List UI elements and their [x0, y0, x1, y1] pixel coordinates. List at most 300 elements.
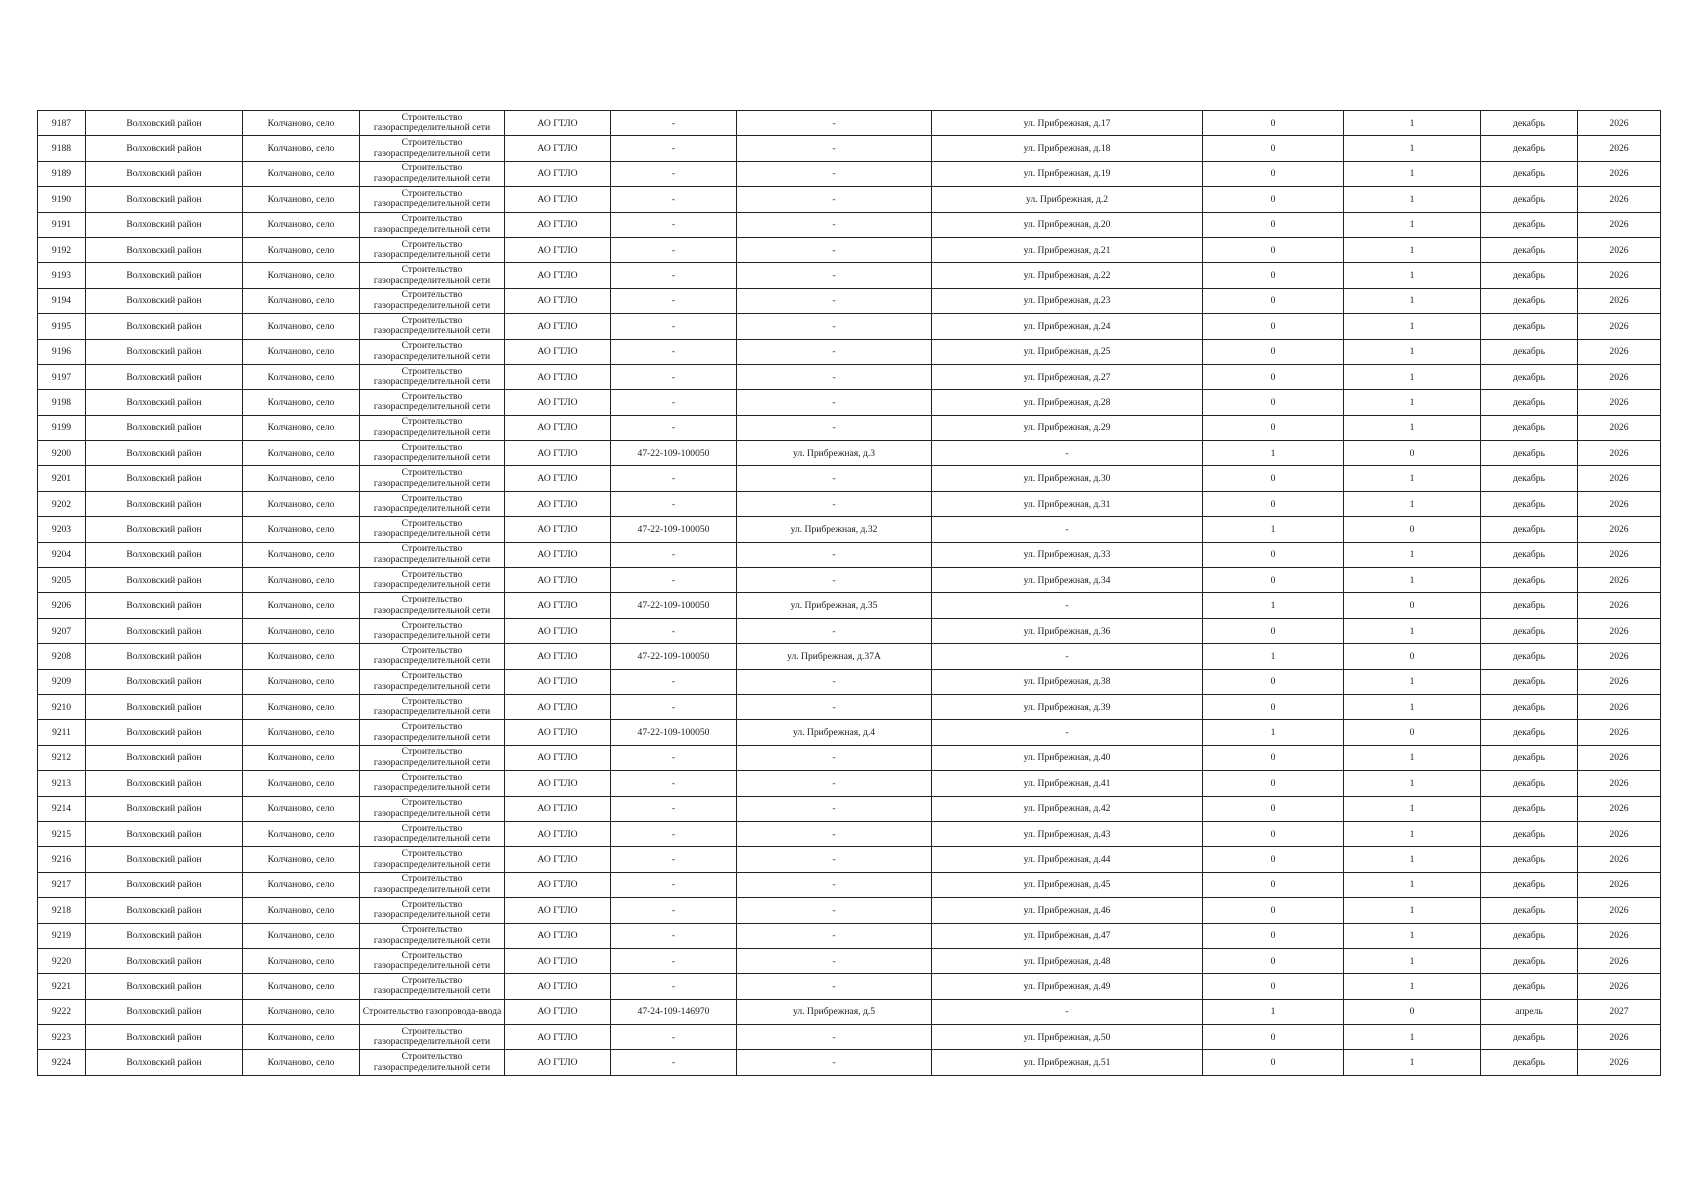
cadastral-number-cell: -: [611, 390, 737, 415]
table-row: [38, 111, 1661, 136]
network-address-cell: ул. Прибрежная, д.47: [932, 923, 1203, 948]
row-number-cell: 9204: [38, 542, 86, 567]
count-a-cell: 0: [1203, 821, 1344, 846]
organization-cell: АО ГТЛО: [505, 441, 611, 466]
district-cell: Волховский район: [86, 288, 243, 313]
organization-cell: АО ГТЛО: [505, 187, 611, 212]
network-address-cell: ул. Прибрежная, д.17: [932, 111, 1203, 136]
work-type-cell: Строительство газораспределительной сети: [360, 390, 505, 415]
table-row: [38, 898, 1661, 923]
work-type-cell: Строительство газораспределительной сети: [360, 593, 505, 618]
object-address-cell: ул. Прибрежная, д.3: [737, 441, 932, 466]
district-cell: Волховский район: [86, 974, 243, 999]
work-type-cell: Строительство газораспределительной сети: [360, 745, 505, 770]
count-b-cell: 1: [1344, 568, 1481, 593]
count-a-cell: 1: [1203, 720, 1344, 745]
year-cell: 2026: [1578, 212, 1661, 237]
settlement-cell: Колчаново, село: [243, 593, 360, 618]
network-address-cell: ул. Прибрежная, д.34: [932, 568, 1203, 593]
network-address-cell: ул. Прибрежная, д.41: [932, 771, 1203, 796]
organization-cell: АО ГТЛО: [505, 974, 611, 999]
district-cell: Волховский район: [86, 517, 243, 542]
work-type-cell: Строительство газораспределительной сети: [360, 491, 505, 516]
district-cell: Волховский район: [86, 187, 243, 212]
network-address-cell: -: [932, 999, 1203, 1024]
month-cell: декабрь: [1481, 644, 1578, 669]
month-cell: декабрь: [1481, 111, 1578, 136]
network-address-cell: ул. Прибрежная, д.29: [932, 415, 1203, 440]
year-cell: 2026: [1578, 237, 1661, 262]
organization-cell: АО ГТЛО: [505, 1050, 611, 1075]
network-address-cell: ул. Прибрежная, д.19: [932, 161, 1203, 186]
object-address-cell: -: [737, 618, 932, 643]
table-body: [38, 111, 1661, 1076]
count-b-cell: 1: [1344, 339, 1481, 364]
settlement-cell: Колчаново, село: [243, 644, 360, 669]
month-cell: декабрь: [1481, 898, 1578, 923]
cadastral-number-cell: -: [611, 847, 737, 872]
object-address-cell: -: [737, 847, 932, 872]
count-a-cell: 0: [1203, 288, 1344, 313]
count-a-cell: 0: [1203, 948, 1344, 973]
count-a-cell: 0: [1203, 111, 1344, 136]
row-number-cell: 9194: [38, 288, 86, 313]
year-cell: 2026: [1578, 745, 1661, 770]
cadastral-number-cell: -: [611, 694, 737, 719]
count-b-cell: 1: [1344, 390, 1481, 415]
network-address-cell: ул. Прибрежная, д.44: [932, 847, 1203, 872]
table-row: [38, 212, 1661, 237]
month-cell: декабрь: [1481, 263, 1578, 288]
year-cell: 2026: [1578, 466, 1661, 491]
count-a-cell: 0: [1203, 568, 1344, 593]
organization-cell: АО ГТЛО: [505, 237, 611, 262]
row-number-cell: 9215: [38, 821, 86, 846]
organization-cell: АО ГТЛО: [505, 288, 611, 313]
network-address-cell: ул. Прибрежная, д.24: [932, 314, 1203, 339]
count-b-cell: 1: [1344, 821, 1481, 846]
year-cell: 2026: [1578, 644, 1661, 669]
settlement-cell: Колчаново, село: [243, 618, 360, 643]
count-a-cell: 0: [1203, 1025, 1344, 1050]
network-address-cell: -: [932, 720, 1203, 745]
count-a-cell: 0: [1203, 466, 1344, 491]
object-address-cell: -: [737, 796, 932, 821]
district-cell: Волховский район: [86, 847, 243, 872]
cadastral-number-cell: -: [611, 288, 737, 313]
network-address-cell: ул. Прибрежная, д.46: [932, 898, 1203, 923]
month-cell: декабрь: [1481, 542, 1578, 567]
count-b-cell: 1: [1344, 771, 1481, 796]
object-address-cell: -: [737, 923, 932, 948]
count-b-cell: 1: [1344, 796, 1481, 821]
cadastral-number-cell: -: [611, 263, 737, 288]
district-cell: Волховский район: [86, 542, 243, 567]
count-a-cell: 0: [1203, 212, 1344, 237]
row-number-cell: 9193: [38, 263, 86, 288]
organization-cell: АО ГТЛО: [505, 466, 611, 491]
month-cell: декабрь: [1481, 136, 1578, 161]
table-row: [38, 441, 1661, 466]
year-cell: 2026: [1578, 542, 1661, 567]
settlement-cell: Колчаново, село: [243, 771, 360, 796]
cadastral-number-cell: -: [611, 364, 737, 389]
settlement-cell: Колчаново, село: [243, 237, 360, 262]
network-address-cell: ул. Прибрежная, д.31: [932, 491, 1203, 516]
work-type-cell: Строительство газораспределительной сети: [360, 1025, 505, 1050]
object-address-cell: -: [737, 415, 932, 440]
settlement-cell: Колчаново, село: [243, 948, 360, 973]
object-address-cell: ул. Прибрежная, д.37А: [737, 644, 932, 669]
count-a-cell: 0: [1203, 618, 1344, 643]
work-type-cell: Строительство газораспределительной сети: [360, 1050, 505, 1075]
district-cell: Волховский район: [86, 618, 243, 643]
table-row: [38, 263, 1661, 288]
district-cell: Волховский район: [86, 441, 243, 466]
count-a-cell: 1: [1203, 441, 1344, 466]
month-cell: декабрь: [1481, 796, 1578, 821]
count-a-cell: 0: [1203, 314, 1344, 339]
table-row: [38, 872, 1661, 897]
month-cell: декабрь: [1481, 847, 1578, 872]
cadastral-number-cell: -: [611, 669, 737, 694]
cadastral-number-cell: 47-22-109-100050: [611, 720, 737, 745]
organization-cell: АО ГТЛО: [505, 745, 611, 770]
network-address-cell: ул. Прибрежная, д.22: [932, 263, 1203, 288]
count-b-cell: 1: [1344, 415, 1481, 440]
count-a-cell: 1: [1203, 999, 1344, 1024]
cadastral-number-cell: 47-22-109-100050: [611, 644, 737, 669]
month-cell: декабрь: [1481, 339, 1578, 364]
count-b-cell: 1: [1344, 898, 1481, 923]
work-type-cell: Строительство газораспределительной сети: [360, 821, 505, 846]
district-cell: Волховский район: [86, 314, 243, 339]
district-cell: Волховский район: [86, 1050, 243, 1075]
year-cell: 2026: [1578, 694, 1661, 719]
object-address-cell: -: [737, 694, 932, 719]
count-b-cell: 0: [1344, 441, 1481, 466]
count-a-cell: 0: [1203, 694, 1344, 719]
count-a-cell: 0: [1203, 796, 1344, 821]
count-a-cell: 0: [1203, 161, 1344, 186]
object-address-cell: -: [737, 212, 932, 237]
year-cell: 2026: [1578, 441, 1661, 466]
settlement-cell: Колчаново, село: [243, 263, 360, 288]
cadastral-number-cell: -: [611, 771, 737, 796]
row-number-cell: 9220: [38, 948, 86, 973]
month-cell: декабрь: [1481, 364, 1578, 389]
work-type-cell: Строительство газораспределительной сети: [360, 694, 505, 719]
cadastral-number-cell: -: [611, 314, 737, 339]
object-address-cell: -: [737, 745, 932, 770]
year-cell: 2026: [1578, 187, 1661, 212]
work-type-cell: Строительство газораспределительной сети: [360, 847, 505, 872]
year-cell: 2026: [1578, 771, 1661, 796]
count-b-cell: 0: [1344, 644, 1481, 669]
district-cell: Волховский район: [86, 568, 243, 593]
network-address-cell: ул. Прибрежная, д.23: [932, 288, 1203, 313]
row-number-cell: 9199: [38, 415, 86, 440]
object-address-cell: -: [737, 821, 932, 846]
row-number-cell: 9223: [38, 1025, 86, 1050]
object-address-cell: -: [737, 288, 932, 313]
network-address-cell: ул. Прибрежная, д.30: [932, 466, 1203, 491]
row-number-cell: 9188: [38, 136, 86, 161]
table-row: [38, 568, 1661, 593]
count-b-cell: 1: [1344, 491, 1481, 516]
work-type-cell: Строительство газораспределительной сети: [360, 187, 505, 212]
network-address-cell: ул. Прибрежная, д.49: [932, 974, 1203, 999]
work-type-cell: Строительство газораспределительной сети: [360, 644, 505, 669]
count-a-cell: 0: [1203, 1050, 1344, 1075]
organization-cell: АО ГТЛО: [505, 517, 611, 542]
network-address-cell: -: [932, 517, 1203, 542]
count-a-cell: 0: [1203, 415, 1344, 440]
month-cell: декабрь: [1481, 618, 1578, 643]
organization-cell: АО ГТЛО: [505, 720, 611, 745]
count-a-cell: 1: [1203, 644, 1344, 669]
network-address-cell: ул. Прибрежная, д.40: [932, 745, 1203, 770]
organization-cell: АО ГТЛО: [505, 212, 611, 237]
settlement-cell: Колчаново, село: [243, 694, 360, 719]
year-cell: 2026: [1578, 568, 1661, 593]
network-address-cell: -: [932, 593, 1203, 618]
month-cell: декабрь: [1481, 923, 1578, 948]
district-cell: Волховский район: [86, 923, 243, 948]
count-a-cell: 0: [1203, 390, 1344, 415]
object-address-cell: -: [737, 568, 932, 593]
row-number-cell: 9202: [38, 491, 86, 516]
object-address-cell: -: [737, 263, 932, 288]
object-address-cell: -: [737, 974, 932, 999]
network-address-cell: ул. Прибрежная, д.28: [932, 390, 1203, 415]
month-cell: декабрь: [1481, 974, 1578, 999]
network-address-cell: ул. Прибрежная, д.27: [932, 364, 1203, 389]
work-type-cell: Строительство газораспределительной сети: [360, 339, 505, 364]
organization-cell: АО ГТЛО: [505, 593, 611, 618]
settlement-cell: Колчаново, село: [243, 745, 360, 770]
row-number-cell: 9206: [38, 593, 86, 618]
cadastral-number-cell: -: [611, 821, 737, 846]
organization-cell: АО ГТЛО: [505, 771, 611, 796]
object-address-cell: -: [737, 669, 932, 694]
organization-cell: АО ГТЛО: [505, 872, 611, 897]
district-cell: Волховский район: [86, 161, 243, 186]
table-row: [38, 161, 1661, 186]
cadastral-number-cell: 47-22-109-100050: [611, 593, 737, 618]
count-b-cell: 1: [1344, 542, 1481, 567]
table-row: [38, 948, 1661, 973]
row-number-cell: 9205: [38, 568, 86, 593]
row-number-cell: 9212: [38, 745, 86, 770]
work-type-cell: Строительство газораспределительной сети: [360, 364, 505, 389]
settlement-cell: Колчаново, село: [243, 314, 360, 339]
work-type-cell: Строительство газораспределительной сети: [360, 441, 505, 466]
row-number-cell: 9210: [38, 694, 86, 719]
work-type-cell: Строительство газораспределительной сети: [360, 796, 505, 821]
year-cell: 2026: [1578, 111, 1661, 136]
year-cell: 2026: [1578, 898, 1661, 923]
year-cell: 2026: [1578, 821, 1661, 846]
table-row: [38, 644, 1661, 669]
table-row: [38, 847, 1661, 872]
district-cell: Волховский район: [86, 669, 243, 694]
cadastral-number-cell: -: [611, 212, 737, 237]
row-number-cell: 9214: [38, 796, 86, 821]
count-b-cell: 1: [1344, 364, 1481, 389]
table-row: [38, 136, 1661, 161]
settlement-cell: Колчаново, село: [243, 872, 360, 897]
year-cell: 2026: [1578, 923, 1661, 948]
settlement-cell: Колчаново, село: [243, 517, 360, 542]
district-cell: Волховский район: [86, 872, 243, 897]
settlement-cell: Колчаново, село: [243, 491, 360, 516]
object-address-cell: -: [737, 1025, 932, 1050]
work-type-cell: Строительство газопровода-ввода: [360, 999, 505, 1024]
settlement-cell: Колчаново, село: [243, 136, 360, 161]
count-b-cell: 1: [1344, 187, 1481, 212]
organization-cell: АО ГТЛО: [505, 111, 611, 136]
cadastral-number-cell: -: [611, 923, 737, 948]
year-cell: 2026: [1578, 618, 1661, 643]
district-cell: Волховский район: [86, 1025, 243, 1050]
year-cell: 2026: [1578, 974, 1661, 999]
year-cell: 2026: [1578, 339, 1661, 364]
year-cell: 2026: [1578, 593, 1661, 618]
cadastral-number-cell: -: [611, 111, 737, 136]
year-cell: 2027: [1578, 999, 1661, 1024]
work-type-cell: Строительство газораспределительной сети: [360, 872, 505, 897]
month-cell: декабрь: [1481, 415, 1578, 440]
row-number-cell: 9219: [38, 923, 86, 948]
year-cell: 2026: [1578, 314, 1661, 339]
document-page: [37, 110, 1660, 1076]
row-number-cell: 9222: [38, 999, 86, 1024]
count-b-cell: 1: [1344, 288, 1481, 313]
count-b-cell: 1: [1344, 212, 1481, 237]
network-address-cell: ул. Прибрежная, д.45: [932, 872, 1203, 897]
work-type-cell: Строительство газораспределительной сети: [360, 263, 505, 288]
work-type-cell: Строительство газораспределительной сети: [360, 720, 505, 745]
table-row: [38, 314, 1661, 339]
work-type-cell: Строительство газораспределительной сети: [360, 618, 505, 643]
cadastral-number-cell: -: [611, 948, 737, 973]
year-cell: 2026: [1578, 872, 1661, 897]
table-row: [38, 1050, 1661, 1075]
table-row: [38, 491, 1661, 516]
network-address-cell: ул. Прибрежная, д.50: [932, 1025, 1203, 1050]
object-address-cell: -: [737, 898, 932, 923]
settlement-cell: Колчаново, село: [243, 339, 360, 364]
year-cell: 2026: [1578, 1025, 1661, 1050]
work-type-cell: Строительство газораспределительной сети: [360, 898, 505, 923]
month-cell: декабрь: [1481, 771, 1578, 796]
count-b-cell: 1: [1344, 948, 1481, 973]
count-a-cell: 0: [1203, 339, 1344, 364]
network-address-cell: ул. Прибрежная, д.43: [932, 821, 1203, 846]
network-address-cell: ул. Прибрежная, д.38: [932, 669, 1203, 694]
district-cell: Волховский район: [86, 390, 243, 415]
month-cell: декабрь: [1481, 872, 1578, 897]
network-address-cell: ул. Прибрежная, д.20: [932, 212, 1203, 237]
organization-cell: АО ГТЛО: [505, 796, 611, 821]
settlement-cell: Колчаново, село: [243, 974, 360, 999]
object-address-cell: -: [737, 1050, 932, 1075]
cadastral-number-cell: -: [611, 618, 737, 643]
object-address-cell: -: [737, 314, 932, 339]
count-b-cell: 1: [1344, 974, 1481, 999]
year-cell: 2026: [1578, 136, 1661, 161]
row-number-cell: 9221: [38, 974, 86, 999]
settlement-cell: Колчаново, село: [243, 212, 360, 237]
work-type-cell: Строительство газораспределительной сети: [360, 542, 505, 567]
count-b-cell: 1: [1344, 136, 1481, 161]
gasification-table: [37, 110, 1661, 1076]
district-cell: Волховский район: [86, 593, 243, 618]
row-number-cell: 9197: [38, 364, 86, 389]
organization-cell: АО ГТЛО: [505, 898, 611, 923]
month-cell: декабрь: [1481, 593, 1578, 618]
row-number-cell: 9190: [38, 187, 86, 212]
work-type-cell: Строительство газораспределительной сети: [360, 974, 505, 999]
count-a-cell: 0: [1203, 745, 1344, 770]
district-cell: Волховский район: [86, 745, 243, 770]
count-b-cell: 1: [1344, 872, 1481, 897]
work-type-cell: Строительство газораспределительной сети: [360, 771, 505, 796]
table-row: [38, 593, 1661, 618]
count-b-cell: 1: [1344, 161, 1481, 186]
month-cell: декабрь: [1481, 491, 1578, 516]
year-cell: 2026: [1578, 288, 1661, 313]
settlement-cell: Колчаново, село: [243, 1050, 360, 1075]
network-address-cell: ул. Прибрежная, д.21: [932, 237, 1203, 262]
row-number-cell: 9187: [38, 111, 86, 136]
cadastral-number-cell: -: [611, 136, 737, 161]
table-row: [38, 796, 1661, 821]
district-cell: Волховский район: [86, 491, 243, 516]
cadastral-number-cell: 47-22-109-100050: [611, 517, 737, 542]
cadastral-number-cell: -: [611, 1050, 737, 1075]
count-b-cell: 1: [1344, 111, 1481, 136]
cadastral-number-cell: -: [611, 542, 737, 567]
organization-cell: АО ГТЛО: [505, 390, 611, 415]
settlement-cell: Колчаново, село: [243, 161, 360, 186]
network-address-cell: ул. Прибрежная, д.2: [932, 187, 1203, 212]
district-cell: Волховский район: [86, 263, 243, 288]
cadastral-number-cell: -: [611, 1025, 737, 1050]
work-type-cell: Строительство газораспределительной сети: [360, 415, 505, 440]
month-cell: декабрь: [1481, 288, 1578, 313]
table-row: [38, 517, 1661, 542]
count-a-cell: 0: [1203, 872, 1344, 897]
object-address-cell: -: [737, 111, 932, 136]
row-number-cell: 9218: [38, 898, 86, 923]
object-address-cell: -: [737, 187, 932, 212]
organization-cell: АО ГТЛО: [505, 821, 611, 846]
organization-cell: АО ГТЛО: [505, 415, 611, 440]
year-cell: 2026: [1578, 720, 1661, 745]
count-b-cell: 1: [1344, 669, 1481, 694]
organization-cell: АО ГТЛО: [505, 364, 611, 389]
cadastral-number-cell: -: [611, 974, 737, 999]
year-cell: 2026: [1578, 364, 1661, 389]
month-cell: декабрь: [1481, 720, 1578, 745]
settlement-cell: Колчаново, село: [243, 898, 360, 923]
month-cell: декабрь: [1481, 212, 1578, 237]
table-row: [38, 415, 1661, 440]
settlement-cell: Колчаново, село: [243, 187, 360, 212]
organization-cell: АО ГТЛО: [505, 618, 611, 643]
